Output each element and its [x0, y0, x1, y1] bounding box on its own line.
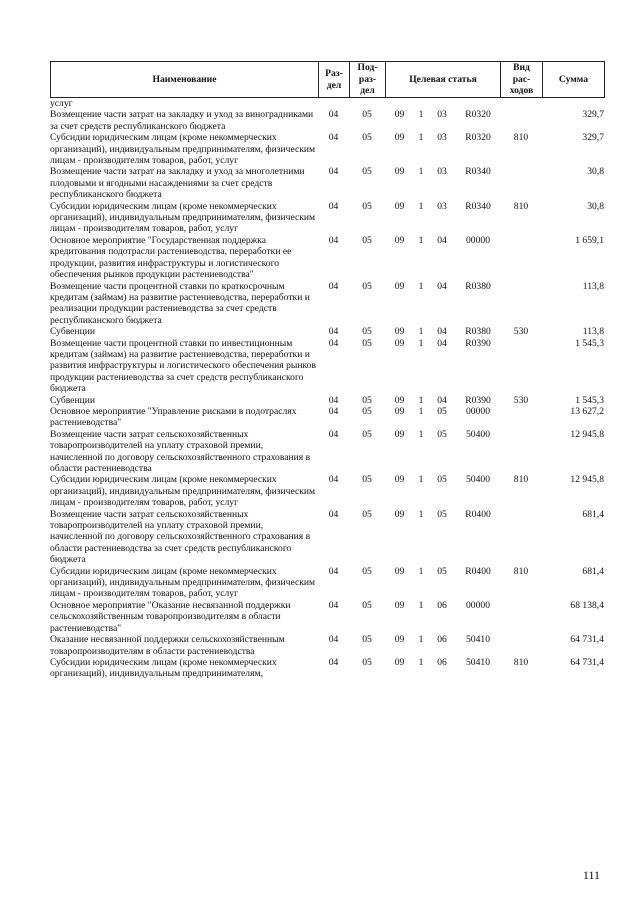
cell-vid [500, 109, 542, 132]
cell-a: 09 [394, 508, 405, 520]
cell-c: 06 [437, 634, 447, 646]
cell-d [456, 98, 500, 109]
cell-sum: 329,7 [582, 109, 604, 121]
cell-name: Возмещение части процентной ставки по инвестиционным кредитам (займам) на развитие растениеводства, переработки и развития инфраструктуры и логистического обеспечения рынков продукции растениеводства за счет средств республиканского бюджета [50, 337, 316, 395]
cell-c: 03 [437, 109, 447, 121]
page-number: 111 [582, 868, 600, 882]
table-row [50, 657, 604, 680]
table-row [50, 566, 604, 600]
cell-name: Возмещение части затрат на закладку и уход за виноградниками за счет средств республиканского бюджета [50, 109, 314, 132]
cell-vid: 530 [513, 394, 529, 406]
header-sum: Сумма [543, 62, 605, 98]
cell-d: 50410 [466, 656, 490, 668]
cell-name: Субсидии юридическим лицам (кроме некоммерческих организаций), индивидуальным предпринимателям, физическим лицам - производителям товаров, работ, услуг [50, 565, 316, 600]
cell-a: 09 [394, 234, 405, 246]
cell-name: Оказание несвязанной поддержки сельскохозяйственным товаропроизводителям в области растениеводства [50, 634, 285, 657]
header-podrazdel: Под- раз- дел [350, 62, 386, 98]
cell-pr: 05 [362, 200, 372, 212]
cell-vid [500, 406, 542, 429]
table-row [50, 395, 604, 406]
cell-c: 04 [437, 280, 447, 292]
header-razdel: Раз- дел [319, 62, 350, 98]
cell-c: 05 [437, 405, 447, 417]
table-row [50, 281, 604, 327]
cell-c: 03 [437, 166, 447, 178]
cell-b: 1 [418, 280, 424, 292]
cell-d: 50400 [466, 428, 490, 440]
cell-b: 1 [418, 337, 424, 349]
cell-sum: 1 545,3 [575, 337, 604, 349]
cell-sum: 681,4 [582, 508, 604, 520]
table-row [50, 132, 604, 166]
cell-a: 09 [394, 394, 405, 406]
cell-pr: 05 [362, 234, 372, 246]
table-row [50, 201, 604, 235]
cell-b: 1 [418, 394, 424, 406]
cell-d: R0390 [465, 394, 491, 406]
cell-rz: 04 [328, 234, 339, 246]
cell-pr: 05 [362, 656, 372, 668]
cell-c: 03 [437, 132, 447, 144]
cell-name: Возмещение части затрат сельскохозяйственных товаропроизводителей на уплату страховой премии, начисленной по договору сельскохозяйственного страхования в области растениеводства за счет средств республиканского бюджета [50, 508, 311, 566]
cell-c: 04 [437, 337, 447, 349]
cell-pr: 05 [362, 599, 372, 611]
cell-rz: 04 [328, 599, 339, 611]
cell-a: 09 [394, 634, 405, 646]
cell-c: 06 [437, 599, 447, 611]
cell-d: 00000 [466, 599, 490, 611]
cell-rz: 04 [328, 634, 339, 646]
cell-name: Возмещение части затрат сельскохозяйственных товаропроизводителей на уплату страховой премии, начисленной по договору сельскохозяйственного страхования в области растениеводства [50, 428, 311, 474]
cell-b: 1 [418, 634, 424, 646]
cell-rz: 04 [328, 132, 339, 144]
cell-sum: 113,8 [582, 280, 604, 292]
cell-sum: 12 945,8 [570, 428, 604, 440]
table-row [50, 474, 604, 508]
cell-b: 1 [418, 326, 424, 338]
cell-name: Субсидии юридическим лицам (кроме некоммерческих организаций), индивидуальным предпринимателям, [50, 656, 277, 680]
table-row [50, 338, 604, 395]
cell-d: R0340 [465, 200, 491, 212]
cell-pr [349, 98, 385, 109]
cell-rz: 04 [328, 326, 339, 338]
cell-d: R0320 [465, 132, 491, 144]
cell-c: 05 [437, 508, 447, 520]
cell-b: 1 [418, 405, 424, 417]
cell-a: 09 [394, 428, 405, 440]
cell-d: R0320 [465, 109, 491, 121]
cell-vid: 810 [513, 474, 529, 486]
cell-pr: 05 [362, 405, 372, 417]
cell-pr: 05 [362, 166, 372, 178]
budget-table [50, 98, 604, 680]
table-row [50, 600, 604, 634]
cell-b: 1 [418, 599, 424, 611]
cell-a: 09 [394, 656, 405, 668]
cell-sum: 13 627,2 [570, 405, 604, 417]
cell-pr: 05 [362, 508, 372, 520]
table-row [50, 235, 604, 281]
cell-a: 09 [394, 166, 405, 178]
cell-a [385, 98, 414, 109]
cell-rz: 04 [328, 474, 339, 486]
cell-sum: 12 945,8 [570, 474, 604, 486]
table-row [50, 326, 604, 337]
table-row [50, 406, 604, 429]
cell-d: R0390 [465, 337, 491, 349]
cell-b: 1 [418, 166, 424, 178]
cell-sum: 329,7 [582, 132, 604, 144]
cell-a: 09 [394, 132, 405, 144]
cell-c: 04 [437, 326, 447, 338]
cell-vid [500, 600, 542, 634]
cell-c: 05 [437, 474, 447, 486]
cell-d: 00000 [466, 405, 490, 417]
cell-d: 50400 [466, 474, 490, 486]
cell-a: 09 [394, 474, 405, 486]
cell-vid [500, 634, 542, 657]
cell-pr: 05 [362, 337, 372, 349]
cell-vid [500, 509, 542, 566]
cell-b: 1 [418, 565, 424, 577]
cell-c: 06 [437, 656, 447, 668]
cell-name: Субвенции [50, 394, 95, 406]
table-row [50, 509, 604, 566]
cell-a: 09 [394, 565, 405, 577]
cell-rz: 04 [328, 428, 339, 440]
cell-pr: 05 [362, 326, 372, 338]
cell-name: Основное мероприятие "Управление рисками в подотраслях растениеводства" [50, 405, 297, 429]
cell-name: Субсидии юридическим лицам (кроме некоммерческих организаций), индивидуальным предпринимателям, физическим лицам - производителям товаров, работ, услуг [50, 474, 316, 509]
table-row [50, 109, 604, 132]
cell-vid: 810 [513, 565, 529, 577]
cell-sum: 681,4 [582, 565, 604, 577]
cell-name: Субсидии юридическим лицам (кроме некоммерческих организаций), индивидуальным предпринимателям, физическим лицам - производителям товаров, работ, услуг [50, 200, 316, 235]
table-row [50, 166, 604, 200]
cell-sum: 64 731,4 [570, 656, 604, 668]
cell-sum [542, 98, 604, 109]
cell-b: 1 [418, 200, 424, 212]
cell-pr: 05 [362, 394, 372, 406]
cell-rz: 04 [328, 200, 339, 212]
table-row [50, 98, 604, 109]
cell-rz: 04 [328, 405, 339, 417]
cell-vid: 810 [513, 200, 529, 212]
cell-vid: 810 [513, 132, 529, 144]
cell-vid [500, 166, 542, 200]
cell-sum: 30,8 [587, 166, 604, 178]
cell-rz: 04 [328, 337, 339, 349]
cell-rz: 04 [328, 508, 339, 520]
cell-vid [500, 235, 542, 281]
cell-pr: 05 [362, 634, 372, 646]
cell-sum: 68 138,4 [570, 599, 604, 611]
cell-a: 09 [394, 599, 405, 611]
cell-pr: 05 [362, 132, 372, 144]
cell-rz: 04 [328, 565, 339, 577]
cell-name: Основное мероприятие "Оказание несвязанной поддержки сельскохозяйственным товаропроизводителям в области растениеводства" [50, 599, 291, 634]
cell-pr: 05 [362, 280, 372, 292]
cell-name: Возмещение части затрат на закладку и уход за многолетними плодовыми и ягодными насаждениями за счет средств республиканского бюджета [50, 166, 305, 201]
cell-b: 1 [418, 474, 424, 486]
cell-a: 09 [394, 200, 405, 212]
cell-rz: 04 [328, 109, 339, 121]
cell-pr: 05 [362, 474, 372, 486]
cell-sum: 64 731,4 [570, 634, 604, 646]
header-name: Наименование [51, 62, 319, 98]
cell-a: 09 [394, 337, 405, 349]
table-row [50, 634, 604, 657]
cell-d: R0380 [465, 280, 491, 292]
cell-b: 1 [418, 428, 424, 440]
cell-c [428, 98, 456, 109]
cell-d: 50410 [466, 634, 490, 646]
cell-name: Возмещение части процентной ставки по краткосрочным кредитам (займам) на развитие растениеводства, переработки и реализации продукции растениеводства за счет средств республиканского бюджета [50, 280, 310, 326]
cell-sum: 30,8 [587, 200, 604, 212]
cell-name: Основное мероприятие "Государственная поддержка кредитования подотрасли растениеводства, переработки ее продукции, развития инфраструктуры и логистического обеспечения рынков продукции растениеводства" [50, 234, 292, 281]
cell-name: услуг [50, 98, 73, 109]
cell-c: 05 [437, 565, 447, 577]
cell-vid: 810 [513, 656, 529, 668]
cell-vid [500, 281, 542, 327]
cell-pr: 05 [362, 109, 372, 121]
cell-b [414, 98, 428, 109]
cell-d: R0400 [465, 565, 491, 577]
cell-a: 09 [394, 280, 405, 292]
cell-pr: 05 [362, 428, 372, 440]
cell-b: 1 [418, 656, 424, 668]
cell-a: 09 [394, 326, 405, 338]
cell-vid [500, 98, 542, 109]
cell-vid [500, 429, 542, 475]
cell-b: 1 [418, 132, 424, 144]
cell-c: 03 [437, 200, 447, 212]
cell-vid: 530 [513, 326, 529, 338]
cell-name: Субвенции [50, 326, 95, 338]
cell-a: 09 [394, 109, 405, 121]
cell-rz: 04 [328, 656, 339, 668]
cell-c: 05 [437, 428, 447, 440]
cell-rz: 04 [328, 394, 339, 406]
cell-rz [318, 98, 349, 109]
cell-sum: 1 545,3 [575, 394, 604, 406]
cell-sum: 1 659,1 [575, 234, 604, 246]
cell-pr: 05 [362, 565, 372, 577]
cell-d: 00000 [466, 234, 490, 246]
cell-d: R0400 [465, 508, 491, 520]
cell-b: 1 [418, 109, 424, 121]
cell-sum: 113,8 [582, 326, 604, 338]
header-target: Целевая статья [386, 62, 501, 98]
cell-b: 1 [418, 508, 424, 520]
table-row [50, 429, 604, 475]
cell-c: 04 [437, 394, 447, 406]
cell-name: Субсидии юридическим лицам (кроме некоммерческих организаций), индивидуальным предпринимателям, физическим лицам - производителям товаров, работ, услуг [50, 132, 316, 167]
cell-rz: 04 [328, 280, 339, 292]
cell-vid [500, 338, 542, 395]
table-header [50, 61, 605, 98]
header-vid: Вид рас- ходов [501, 62, 543, 98]
cell-d: R0380 [465, 326, 491, 338]
cell-a: 09 [394, 405, 405, 417]
cell-b: 1 [418, 234, 424, 246]
cell-rz: 04 [328, 166, 339, 178]
cell-c: 04 [437, 234, 447, 246]
cell-d: R0340 [465, 166, 491, 178]
